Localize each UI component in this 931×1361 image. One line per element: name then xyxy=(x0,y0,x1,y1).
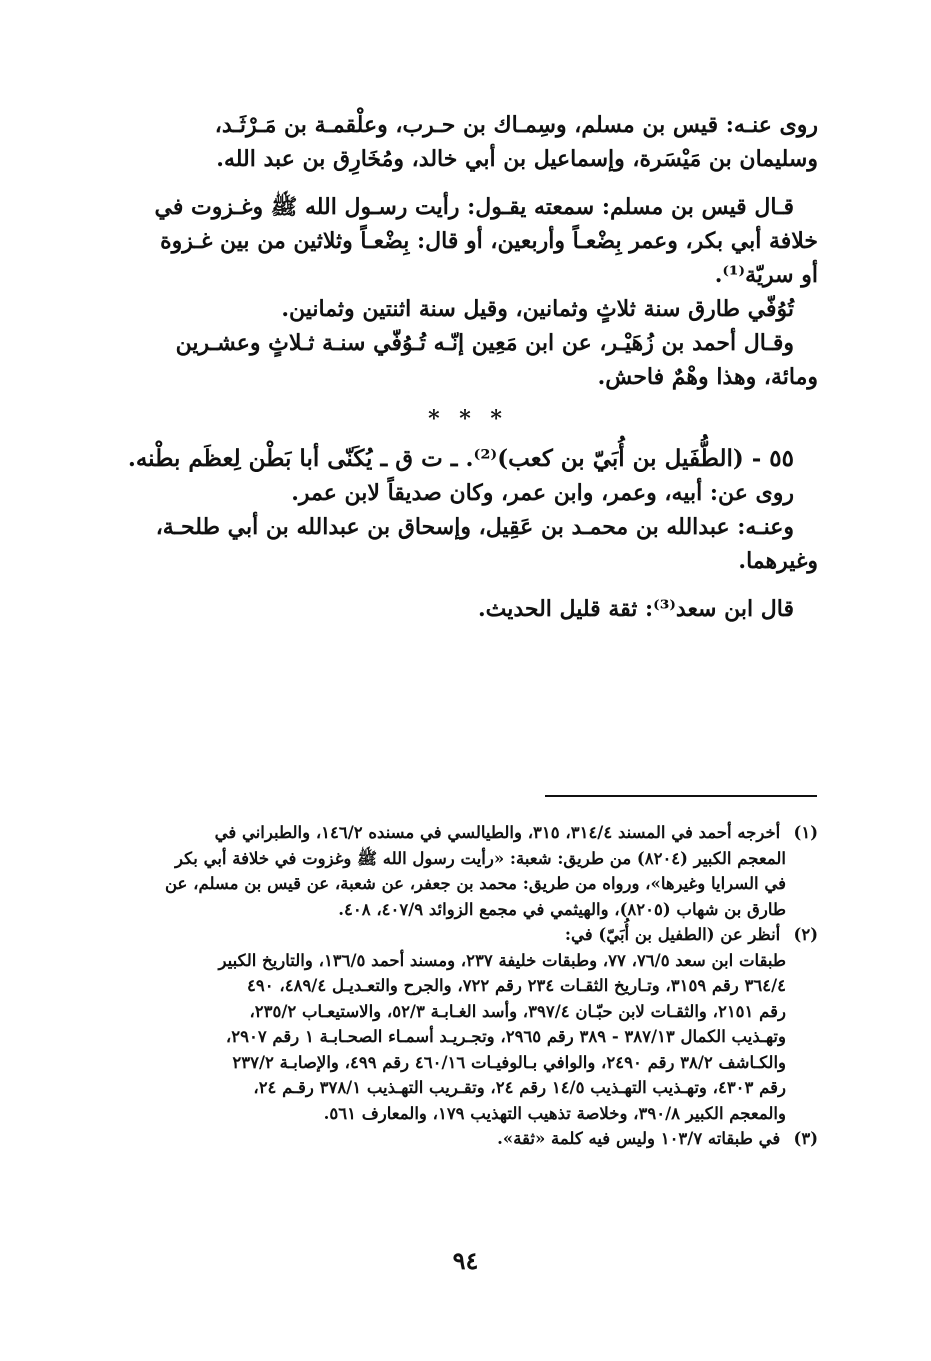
narrators-line-2: وسليمان بن مَيْسَرة، وإسماعيل بن أبي خالد، ومُخَارِق بن عبد الله. xyxy=(216,146,818,172)
footnote-2-number: (٢) xyxy=(793,925,818,944)
ibn-saad-line: قال ابن سعد⁽³⁾: ثقة قليل الحديث. xyxy=(477,596,794,622)
footnote-2-line: رقم ٤٣٠٣، وتهـذيب التهـذيب ١٤/٥ رقم ٢٤، وتقـريب التهـذيب ٣٧٨/١ رقـم ٢٤، xyxy=(253,1078,786,1097)
main-text xyxy=(118,108,818,626)
entry-heading: ٥٥ - (الطُّفَيل بن أُبَيّ بن كعب)⁽²⁾. ـ ت ق ـ يُكَنّى أبا بَطْن لِعظَم بطْنه. xyxy=(127,445,794,472)
footnote-2-line: رقم ٢١٥١، والثقـات لابن حبّـان ٣٩٧/٤، وأسد الغـابـة ٥٢/٣، والاستيعـاب ٢٣٥/٢، xyxy=(249,1001,786,1021)
footnote-1-number: (١) xyxy=(793,823,818,842)
footnote-2-line: والكـاشف ٣٨/٢ رقم ٢٤٩٠، والوافي بـالوفيـات ٤٦٠/١٦ رقم ٤٩٩، والإصابـة ٢٣٧/٢ xyxy=(232,1052,786,1072)
footnote-1-line: المعجم الكبير (٨٢٠٤) من طريق: شعبة: «رأيت رسول الله ﷺ وغزوت في خلافة أبي بكر xyxy=(175,848,786,868)
opinion-line-2: ومائة، وهذا وهْمٌ فاحش. xyxy=(597,364,818,390)
quote-line-2: خلافة أبي بكر، وعمر بِضْعـاً وأربعين، أو قال: بِضْعـاً وثلاثين من بين غـزوة xyxy=(160,228,818,254)
footnote-2-first-line: (٢) أنظر عن (الطفيل بن أُبَيّ) في: xyxy=(118,922,818,948)
opinion-line-1: وقـال أحمد بن زُهَيْـر، عن ابن مَعِين إنّـه تُـوُفّي سنـة ثـلاثٍ وعشـرين xyxy=(175,330,794,356)
footnote-2-line: طبقات ابن سعد ٧٦/٥، ٧٧، وطبقات خليفة ٢٣٧، ومسند أحمد ١٣٦/٥، والتاريخ الكبير xyxy=(218,950,786,970)
footnote-3-line: (٣) في طبقاته ١٠٣/٧ وليس فيه كلمة «ثقة». xyxy=(118,1126,818,1152)
narrators-line-1: روى عنـه: قيس بن مسلم، وسِمـاك بن حـرب، وعلْقمـة بن مَـرْثَـد، xyxy=(214,112,818,138)
footnote-1-first-line: (١) أخرجه أحمد في المسند ٣١٤/٤، ٣١٥، والطيالسي في مسنده ١٤٦/٢، والطبراني في xyxy=(118,820,818,846)
quote-line-1: قـال قيس بن مسلم: سمعته يقـول: رأيت رسـول الله ﷺ وغـزوت في xyxy=(154,194,794,220)
page-number: ٩٤ xyxy=(452,1246,479,1275)
footnote-1-line: في السرايا وغيرها»، ورواه من طريق: محمد بن جعفر، عن شعبة، عن قيس بن مسلم، عن xyxy=(164,874,786,893)
footnote-1-line: طارق بن شهاب (٨٢٠٥)، والهيثمي في مجمع الزوائد ٤٠٧/٩، ٤٠٨. xyxy=(338,899,786,919)
section-separator: * * * xyxy=(428,406,508,432)
footnote-divider xyxy=(545,795,817,797)
narrators-from-him-line-2: وغيرهما. xyxy=(738,548,818,574)
footnote-2-line: وتهـذيب الكمال ٣٨٧/١٣ - ٣٨٩ رقم ٢٩٦٥، وتجـريـد أسمـاء الصحـابـة ١ رقم ٢٩٠٧، xyxy=(225,1027,786,1046)
narrated-from-line: روى عن: أبيه، وعمر، وابن عمر، وكان صديقاً لابن عمر. xyxy=(291,480,794,506)
quote-line-3: أو سريّة⁽¹⁾. xyxy=(714,262,818,288)
footnote-2-line: والمعجم الكبير ٣٩٠/٨، وخلاصة تذهيب التهذيب ١٧٩، والمعارف ٥٦١. xyxy=(323,1103,786,1123)
footnote-3-number: (٣) xyxy=(793,1129,818,1148)
death-line: تُوُفّي طارق سنة ثلاثٍ وثمانين، وقيل سنة اثنتين وثمانين. xyxy=(281,296,794,322)
narrators-from-him-line-1: وعنـه: عبدالله بن محمـد بن عَقِيل، وإسحاق بن عبدالله بن أبي طلحـة، xyxy=(155,514,794,540)
footnotes xyxy=(118,820,818,1152)
footnote-2-line: ٣٦٤/٤ رقم ٣١٥٩، وتـاريخ الثقـات ٢٣٤ رقم ٧٢٢، والجرح والتعـديـل ٤٨٩/٤، ٤٩٠ xyxy=(247,976,786,995)
